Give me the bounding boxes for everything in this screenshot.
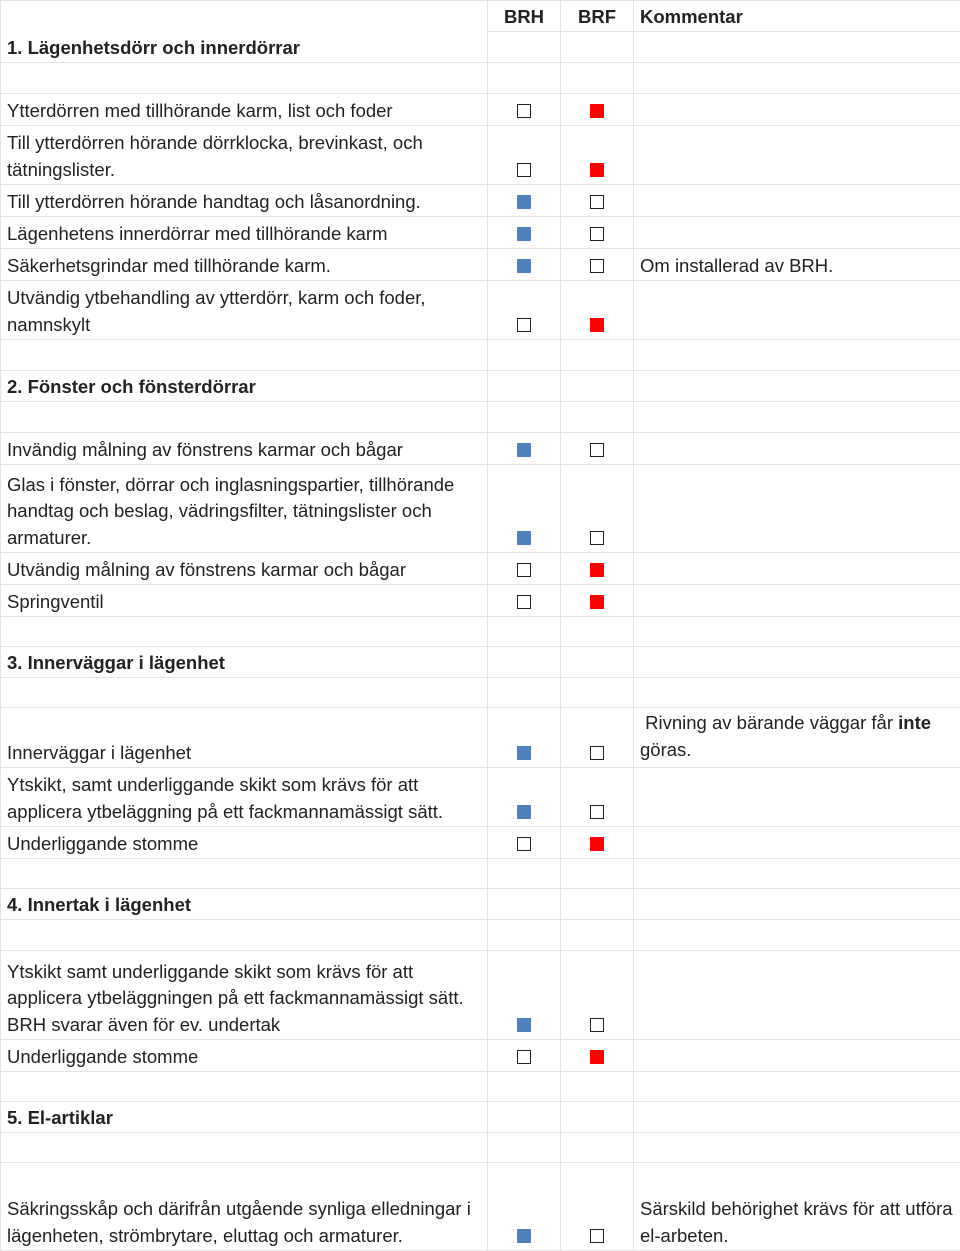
brh-checkbox — [517, 563, 531, 577]
brf-checkbox — [590, 805, 604, 819]
table-row — [1, 827, 960, 859]
row-label: Till ytterdörren hörande handtag och låsanordning. — [1, 185, 488, 217]
table-row — [1, 433, 960, 465]
brf-marker — [590, 1050, 604, 1064]
brf-checkbox — [590, 195, 604, 209]
brf-marker — [590, 104, 604, 118]
brh-marker — [517, 259, 531, 273]
brh-marker — [517, 227, 531, 241]
brf-marker — [590, 563, 604, 577]
brh-checkbox — [517, 1050, 531, 1064]
row-label: Lägenhetens innerdörrar med tillhörande karm — [1, 217, 488, 249]
brh-marker — [517, 195, 531, 209]
header-comment: Kommentar — [634, 1, 960, 32]
brh-marker — [517, 805, 531, 819]
brh-checkbox — [517, 837, 531, 851]
brh-marker — [517, 1018, 531, 1032]
row-comment: Särskild behörighet krävs för att utföra el-arbeten. — [634, 1163, 960, 1251]
row-label: Glas i fönster, dörrar och inglasningspartier, tillhörande handtag och beslag, vädringsfilter, tätningslister och armaturer. — [1, 465, 488, 553]
table-row — [1, 708, 960, 768]
section-title: 4. Innertak i lägenhet — [1, 889, 488, 920]
row-comment — [634, 185, 960, 217]
row-label: Springventil — [1, 585, 488, 617]
brh-checkbox — [517, 163, 531, 177]
row-label: Till ytterdörren hörande dörrklocka, brevinkast, och tätningslister. — [1, 126, 488, 185]
row-comment — [634, 553, 960, 585]
brf-checkbox — [590, 443, 604, 457]
brf-checkbox — [590, 1229, 604, 1243]
brh-marker — [517, 746, 531, 760]
section-title: 2. Fönster och fönsterdörrar — [1, 371, 488, 402]
brh-marker — [517, 531, 531, 545]
row-comment — [634, 281, 960, 340]
brf-marker — [590, 837, 604, 851]
table-row — [1, 281, 960, 340]
table-row — [1, 585, 960, 617]
row-label: Säkerhetsgrindar med tillhörande karm. — [1, 249, 488, 281]
row-comment — [634, 951, 960, 1040]
row-label: Ytterdörren med tillhörande karm, list och foder — [1, 94, 488, 126]
row-comment — [634, 433, 960, 465]
brf-checkbox — [590, 531, 604, 545]
row-label: Invändig målning av fönstrens karmar och bågar — [1, 433, 488, 465]
table-row — [1, 951, 960, 1040]
brf-checkbox — [590, 746, 604, 760]
table-row — [1, 768, 960, 827]
brf-checkbox — [590, 227, 604, 241]
row-label: Underliggande stomme — [1, 827, 488, 859]
section-title: 5. El-artiklar — [1, 1102, 488, 1133]
table-row — [1, 126, 960, 185]
row-comment — [634, 768, 960, 827]
table-row — [1, 94, 960, 126]
table-row — [1, 465, 960, 553]
brh-checkbox — [517, 595, 531, 609]
table-row — [1, 1040, 960, 1072]
brf-marker — [590, 595, 604, 609]
table-row — [1, 217, 960, 249]
row-comment — [634, 217, 960, 249]
header-blank — [1, 1, 488, 32]
table-row — [1, 1163, 960, 1251]
row-comment: Rivning av bärande väggar får inte göras. — [634, 708, 960, 768]
brh-marker — [517, 1229, 531, 1243]
row-label: Säkringsskåp och därifrån utgående synliga elledningar i lägenheten, strömbrytare, eluttag och armaturer. — [1, 1163, 488, 1251]
row-label: Ytskikt, samt underliggande skikt som krävs för att applicera ytbeläggning på ett fackmannamässigt sätt. — [1, 768, 488, 827]
table-row — [1, 185, 960, 217]
row-label: Underliggande stomme — [1, 1040, 488, 1072]
row-comment — [634, 126, 960, 185]
row-label: Utvändig ytbehandling av ytterdörr, karm och foder, namnskylt — [1, 281, 488, 340]
row-comment — [634, 585, 960, 617]
table-row — [1, 553, 960, 585]
header-brh: BRH — [488, 1, 561, 32]
row-comment — [634, 465, 960, 553]
row-comment: Om installerad av BRH. — [634, 249, 960, 281]
row-label: Utvändig målning av fönstrens karmar och bågar — [1, 553, 488, 585]
row-comment — [634, 827, 960, 859]
row-comment — [634, 94, 960, 126]
brf-checkbox — [590, 259, 604, 273]
section-title: 1. Lägenhetsdörr och innerdörrar — [1, 32, 488, 63]
table-row — [1, 249, 960, 281]
brh-checkbox — [517, 318, 531, 332]
brh-checkbox — [517, 104, 531, 118]
header-brf: BRF — [561, 1, 634, 32]
section-title: 3. Innerväggar i lägenhet — [1, 647, 488, 678]
row-comment — [634, 1040, 960, 1072]
brf-marker — [590, 163, 604, 177]
brh-marker — [517, 443, 531, 457]
row-label: Innerväggar i lägenhet — [1, 708, 488, 768]
brf-checkbox — [590, 1018, 604, 1032]
brf-marker — [590, 318, 604, 332]
row-label: Ytskikt samt underliggande skikt som krävs för att applicera ytbeläggningen på ett fackmannamässigt sätt. BRH svarar även för ev. undertak — [1, 951, 488, 1040]
